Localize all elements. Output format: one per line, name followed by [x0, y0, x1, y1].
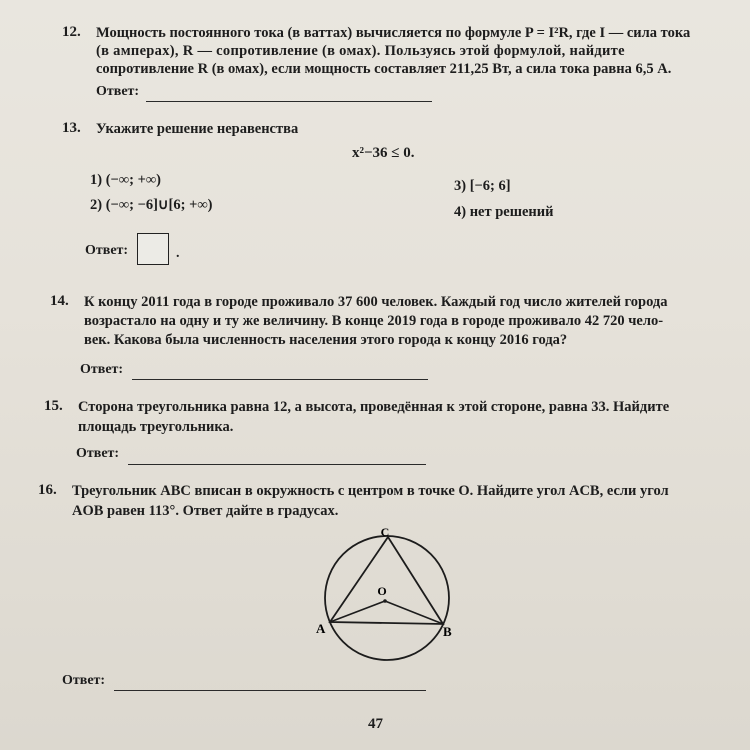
answer-field[interactable]	[128, 464, 426, 465]
task-number: 13.	[62, 120, 81, 136]
circumcircle	[325, 536, 449, 660]
page-number: 47	[368, 716, 383, 732]
answer-label: Ответ:	[96, 84, 140, 99]
task-text-line: Сторона треугольника равна 12, а высота, проведённая к этой стороне, равна 33. Найдите	[78, 399, 670, 415]
task-text-line: К концу 2011 года в городе проживало 37 600 человек. Каждый год число жителей города	[84, 294, 668, 310]
vertex-label-b: B	[443, 624, 452, 639]
option-3[interactable]: 3) [−6; 6]	[454, 178, 511, 194]
answer-box[interactable]	[137, 233, 169, 265]
vertex-label-c: C	[380, 525, 390, 539]
task-text-line: Мощность постоянного тока (в ваттах) вычисляется по формуле P = I²R, где I — сила тока	[96, 25, 691, 41]
option-1[interactable]: 1) (−∞; +∞)	[90, 172, 162, 188]
center-label-o: O	[377, 584, 387, 598]
task-text-line: Треугольник ABC вписан в окружность с центром в точке O. Найдите угол ACB, если угол	[72, 483, 669, 499]
task-prompt: Укажите решение неравенства	[96, 121, 299, 137]
task-text-line: сопротивление R (в омах), если мощность составляет 211,25 Вт, а сила тока равна 6,5 А.	[96, 61, 672, 77]
task-text-line: AOB равен 113°. Ответ дайте в градусах.	[72, 503, 339, 519]
segment-ob	[385, 601, 443, 624]
task-number: 12.	[62, 24, 81, 40]
option-4[interactable]: 4) нет решений	[454, 204, 554, 220]
task-text-line: (в амперах), R — сопротивление (в омах). Пользуясь этой формулой, найдите	[96, 43, 625, 59]
answer-field[interactable]	[114, 690, 426, 691]
answer-label: Ответ:	[62, 673, 106, 688]
inequality-formula: x²−36 ≤ 0.	[352, 145, 415, 161]
center-point	[383, 599, 387, 603]
vertex-label-a: A	[316, 621, 326, 636]
answer-field[interactable]	[132, 379, 428, 380]
period-mark: .	[176, 246, 180, 261]
answer-field[interactable]	[146, 101, 432, 102]
task-number: 14.	[50, 293, 69, 309]
option-2[interactable]: 2) (−∞; −6]∪[6; +∞)	[90, 197, 213, 213]
task-number: 15.	[44, 398, 63, 414]
answer-label: Ответ:	[85, 243, 129, 258]
task-number: 16.	[38, 482, 57, 498]
task-text-line: век. Какова была численность населения этого города к концу 2016 года?	[84, 332, 568, 348]
answer-label: Ответ:	[80, 362, 124, 377]
answer-label: Ответ:	[76, 446, 120, 461]
task-text-line: возрастало на одну и ту же величину. В конце 2019 года в городе проживало 42 720 чело-	[84, 313, 664, 329]
task-text-line: площадь треугольника.	[78, 419, 234, 435]
triangle-circle-figure	[300, 525, 480, 670]
